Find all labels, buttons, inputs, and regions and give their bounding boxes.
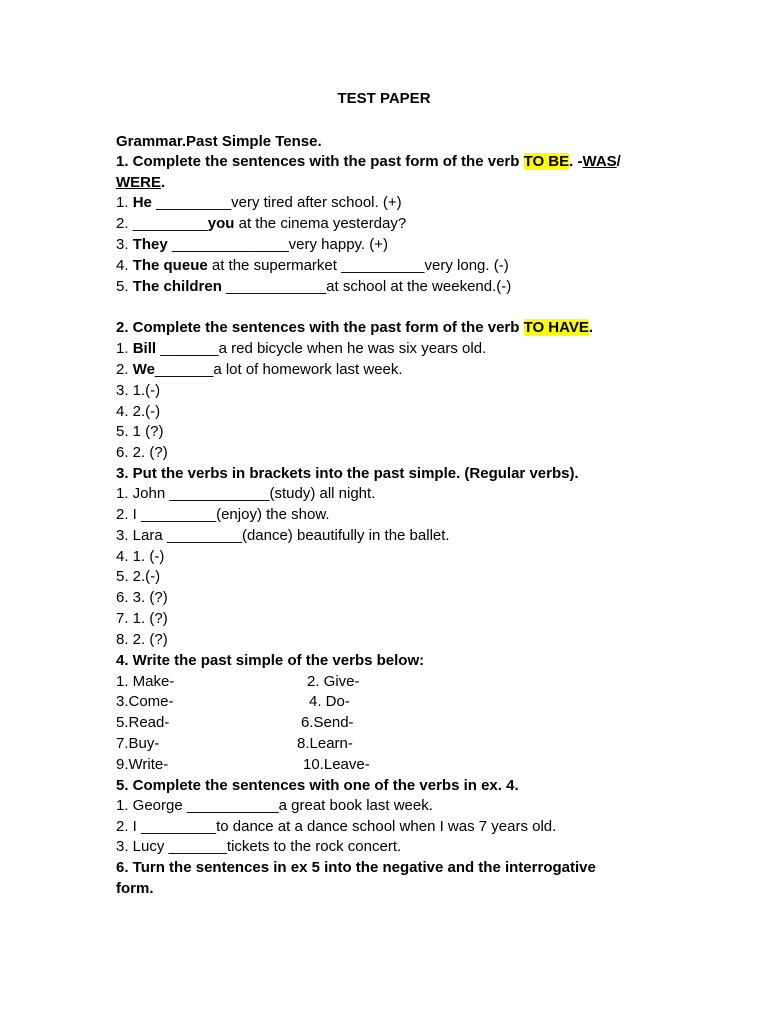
s3-line-7: 7. 1. (?) [116, 610, 168, 627]
highlight-to-have: TO HAVE [523, 319, 589, 336]
page-title: TEST PAPER [337, 90, 431, 107]
section-6-instruction-cont: form. [116, 880, 154, 897]
s1-item-1: 1. He _________very tired after school. (+) [116, 194, 402, 211]
s2-extra-2: 4. 2.(-) [116, 403, 161, 420]
s5-line-2: 2. I _________to dance at a dance school when I was 7 years old. [116, 818, 557, 835]
s1-item-3: 3. They ______________very happy. (+) [116, 236, 389, 253]
highlight-to-be: TO BE [523, 153, 570, 170]
section-2-instruction: 2. Complete the sentences with the past form of the verb TO HAVE. [116, 319, 594, 336]
section-5-instruction: 5. Complete the sentences with one of the verbs in ex. 4. [116, 777, 519, 794]
were-underlined: WERE [116, 174, 161, 191]
section-6-instruction: 6. Turn the sentences in ex 5 into the negative and the interrogative [116, 859, 596, 876]
s4-left-5: 9.Write- [116, 756, 169, 773]
s3-line-4: 4. 1. (-) [116, 548, 165, 565]
s3-line-8: 8. 2. (?) [116, 631, 168, 648]
s4-left-4: 7.Buy- [116, 735, 160, 752]
grammar-heading: Grammar.Past Simple Tense. [116, 133, 322, 150]
s4-right-1: 2. Give- [307, 673, 360, 690]
s3-line-5: 5. 2.(-) [116, 568, 161, 585]
s4-right-4: 8.Learn- [297, 735, 353, 752]
section-4-instruction: 4. Write the past simple of the verbs below: [116, 652, 425, 669]
was-underlined: WAS [582, 153, 617, 170]
s3-line-6: 6. 3. (?) [116, 589, 168, 606]
s2-extra-4: 6. 2. (?) [116, 444, 168, 461]
s2-extra-1: 3. 1.(-) [116, 382, 161, 399]
s3-line-2: 2. I _________(enjoy) the show. [116, 506, 330, 523]
s2-extra-3: 5. 1 (?) [116, 423, 164, 440]
s4-right-3: 6.Send- [301, 714, 354, 731]
s1-item-4: 4. The queue at the supermarket __________very long. (-) [116, 257, 509, 274]
s5-line-3: 3. Lucy _______tickets to the rock concert. [116, 838, 402, 855]
s3-line-3: 3. Lara _________(dance) beautifully in the ballet. [116, 527, 450, 544]
s2-item-2: 2. We_______a lot of homework last week. [116, 361, 403, 378]
s4-left-2: 3.Come- [116, 693, 174, 710]
s4-right-2: 4. Do- [309, 693, 350, 710]
s2-item-1: 1. Bill _______a red bicycle when he was six years old. [116, 340, 487, 357]
s4-right-5: 10.Leave- [303, 756, 370, 773]
section-3-instruction: 3. Put the verbs in brackets into the past simple. (Regular verbs). [116, 465, 579, 482]
s4-left-3: 5.Read- [116, 714, 170, 731]
s1-item-2: 2. _________you at the cinema yesterday? [116, 215, 407, 232]
s5-line-1: 1. George ___________a great book last week. [116, 797, 433, 814]
section-1-instruction-cont: WERE. [116, 174, 166, 191]
s1-item-5: 5. The children ____________at school at the weekend.(-) [116, 278, 512, 295]
section-1-instruction: 1. Complete the sentences with the past form of the verb TO BE. -WAS/ [116, 153, 621, 170]
s3-line-1: 1. John ____________(study) all night. [116, 485, 376, 502]
s4-left-1: 1. Make- [116, 673, 175, 690]
